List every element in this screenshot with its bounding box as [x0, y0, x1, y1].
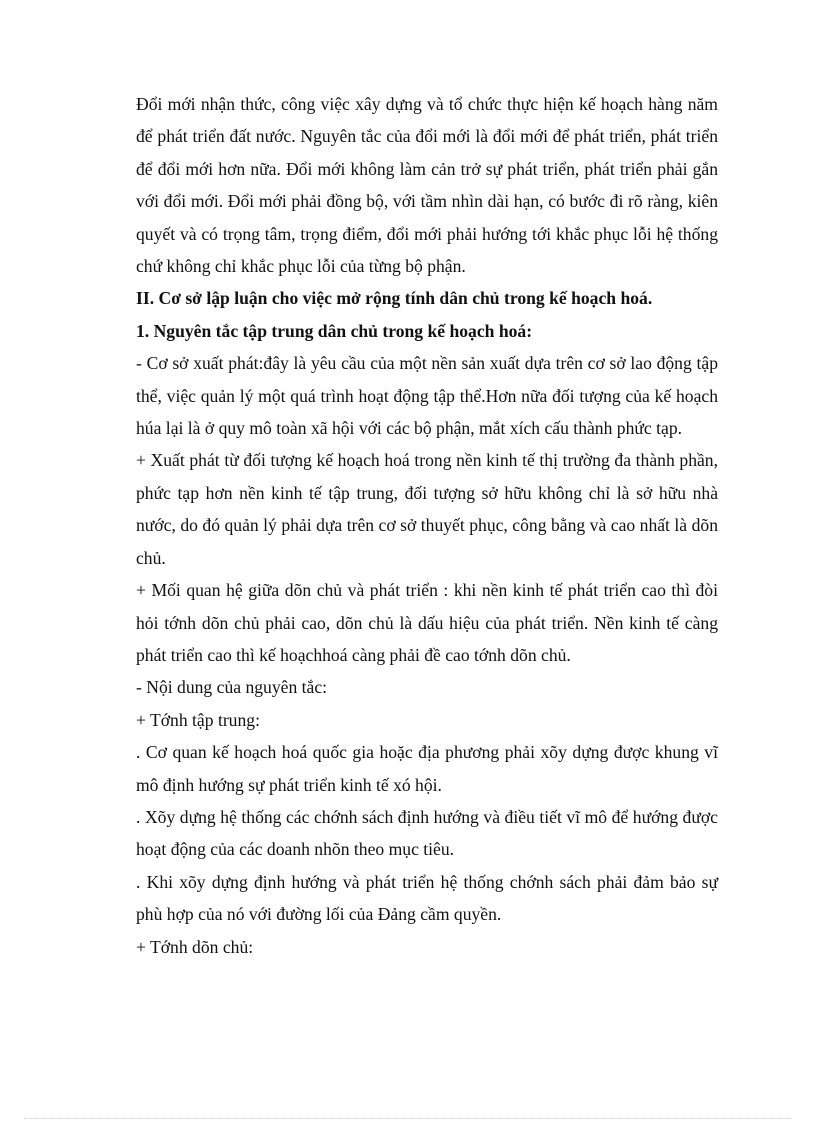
- paragraph-macro-framework: . Cơ quan kế hoạch hoá quốc gia hoặc địa phương phải xõy dựng được khung vĩ mô định hướng sự phát triển kinh tế xó hội.: [136, 742, 718, 795]
- document-body: [136, 88, 718, 963]
- paragraph-policy-system: . Xõy dựng hệ thống các chớnh sách định hướng và điều tiết vĩ mô để hướng được hoạt động của các doanh nhõn theo mục tiêu.: [136, 806, 718, 860]
- paragraph-intro: Đổi mới nhận thức, công việc xây dựng và tổ chức thực hiện kế hoạch hàng năm để phát triển đất nước. Nguyên tắc của đổi mới là đổi mới để phát triển, phát triển để đổi mới hơn nữa. Đổi mới không làm cản trở sự phát triển, phát triển phải gắn với đổi mới. Đổi mới phải đồng bộ, với tầm nhìn dài hạn, có bước đi rõ ràng, kiên quyết và có trọng tâm, trọng điểm, đổi mới phải hướng tới khắc phục lỗi hệ thống chứ không chỉ khắc phục lỗi của từng bộ phận.: [136, 94, 718, 277]
- paragraph-principle-content: - Nội dung của nguyên tắc:: [136, 677, 328, 698]
- section-heading-ii: II. Cơ sở lập luận cho việc mở rộng tính dân chủ trong kế hoạch hoá.: [136, 288, 653, 309]
- paragraph-party-line: . Khi xõy dựng định hướng và phát triển hệ thống chớnh sách phải đảm bảo sự phù hợp của nó với đường lối của Đảng cầm quyền.: [136, 871, 718, 925]
- subsection-heading-1: 1. Nguyên tắc tập trung dân chủ trong kế hoạch hoá:: [136, 320, 533, 341]
- page-bottom-divider: [24, 1118, 792, 1119]
- paragraph-democracy: + Tớnh dõn chủ:: [136, 936, 254, 957]
- paragraph-market-economy: + Xuất phát từ đối tượng kế hoạch hoá trong nền kinh tế thị trường đa thành phần, phức tạp hơn nền kinh tế tập trung, đối tượng sở hữu không chỉ là sở hữu nhà nước, do đó quản lý phải dựa trên cơ sở thuyết phục, công bằng và cao nhất là dõn chủ.: [136, 450, 718, 568]
- paragraph-centralization: + Tớnh tập trung:: [136, 709, 260, 730]
- paragraph-democracy-development: + Mối quan hệ giữa dõn chủ và phát triển : khi nền kinh tế phát triển cao thì đòi hỏi tớnh dõn chủ phải cao, dõn chủ là dấu hiệu của phát triển. Nền kinh tế càng phát triển cao thì kế hoạchhoá càng phải đề cao tớnh dõn chủ.: [136, 580, 718, 665]
- paragraph-basis: - Cơ sở xuất phát:đây là yêu cầu của một nền sản xuất dựa trên cơ sở lao động tập thể, việc quản lý một quá trình hoạt động tập thể.Hơn nữa đối tượng của kế hoạch húa lại là ở quy mô toàn xã hội với các bộ phận, mắt xích cấu thành phức tạp.: [136, 353, 718, 439]
